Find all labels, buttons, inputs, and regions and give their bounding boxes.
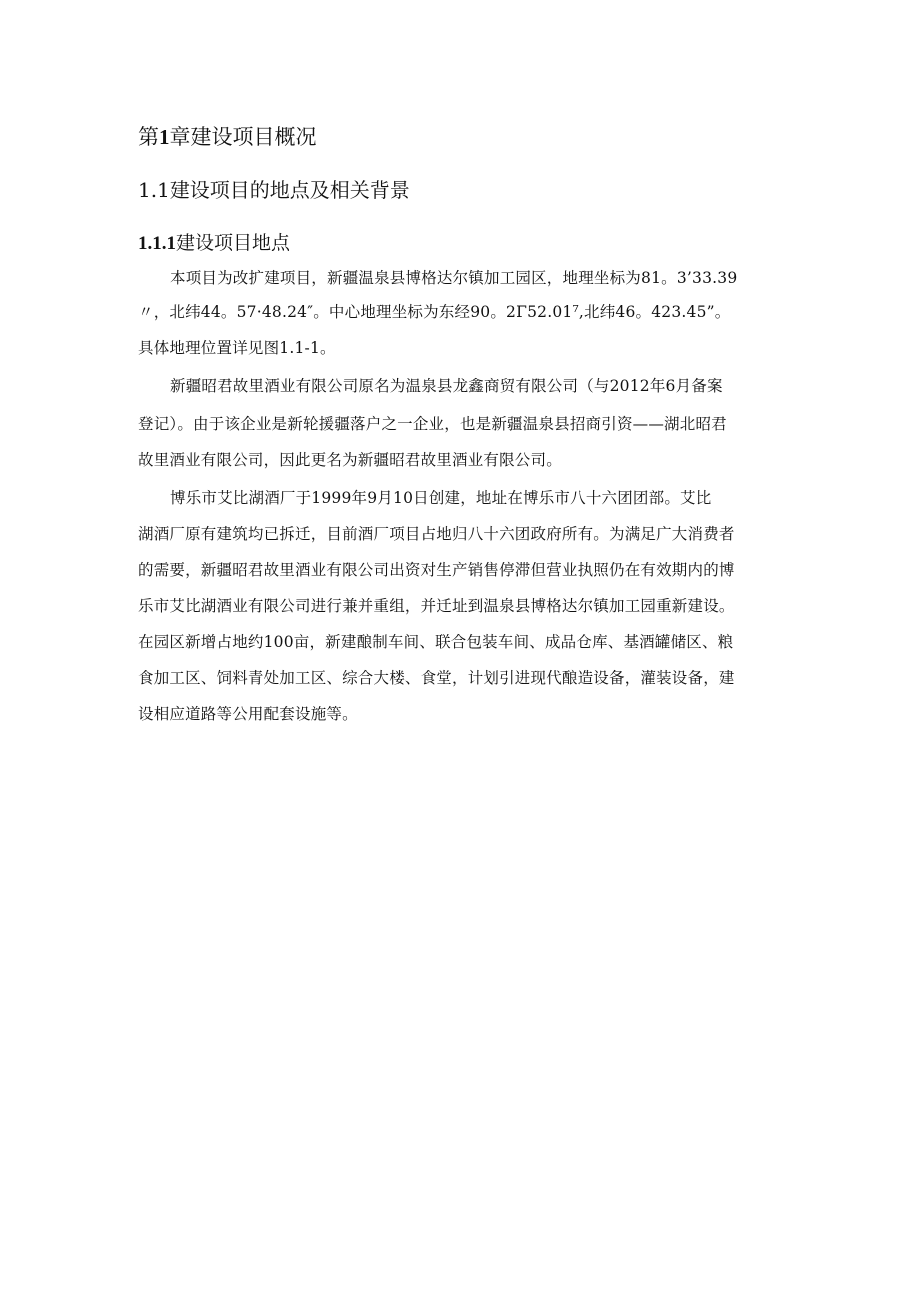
paragraph-1-line-3: 具体地理位置详见图1.1-1。 [138,339,336,357]
paragraph-3-line-7: 设相应道路等公用配套设施等。 [138,705,358,723]
section-heading [138,177,410,203]
paragraph-3-line-4: 乐市艾比湖酒业有限公司进行兼并重组，并迁址到温泉县博格达尔镇加工园重新建设。 [138,597,735,615]
paragraph-2-line-3: 故里酒业有限公司，因此更名为新疆昭君故里酒业有限公司。 [138,451,562,469]
paragraph-3-line-6: 食加工区、饲料青处加工区、综合大楼、食堂，计划引进现代酿造设备，灌装设备，建 [138,669,735,687]
paragraph-2-line-2: 登记）。由于该企业是新轮援疆落户之一企业，也是新疆温泉县招商引资——湖北昭君 [138,415,727,433]
paragraph-2-line-1: 新疆昭君故里酒业有限公司原名为温泉县龙鑫商贸有限公司（与2012年6月备案 [170,377,723,395]
subsection-heading [138,230,290,257]
paragraph-3-line-1: 博乐市艾比湖酒厂于1999年9月10日创建，地址在博乐市八十六团团部。艾比 [170,489,712,507]
paragraph-1-line-2: 〃，北纬44。57·48.24″。中心地理坐标为东经90。2Γ52.01⁷,北纬46。423.45”。 [138,303,731,321]
subsection-number: 1.1.1 [138,233,176,254]
paragraph-3-line-3: 的需要，新疆昭君故里酒业有限公司出资对生产销售停滞但营业执照仍在有效期内的博 [138,561,735,579]
paragraph-3-line-2: 湖酒厂原有建筑均已拆迁，目前酒厂项目占地归八十六团政府所有。为满足广大消费者 [138,525,735,543]
chapter-prefix: 第 [138,125,159,149]
chapter-heading [138,124,317,150]
subsection-title: 建设项目地点 [176,232,291,254]
paragraph-1-line-1: 本项目为改扩建项目，新疆温泉县博格达尔镇加工园区，地理坐标为81。3’33.39 [170,269,738,287]
chapter-title: 章建设项目概况 [169,125,317,149]
paragraph-3-line-5: 在园区新增占地约100亩，新建酿制车间、联合包装车间、成品仓库、基酒罐储区、粮 [138,633,734,651]
section-number: 1.1 [138,178,170,202]
section-title: 建设项目的地点及相关背景 [169,178,410,202]
chapter-number: 1 [159,125,170,149]
